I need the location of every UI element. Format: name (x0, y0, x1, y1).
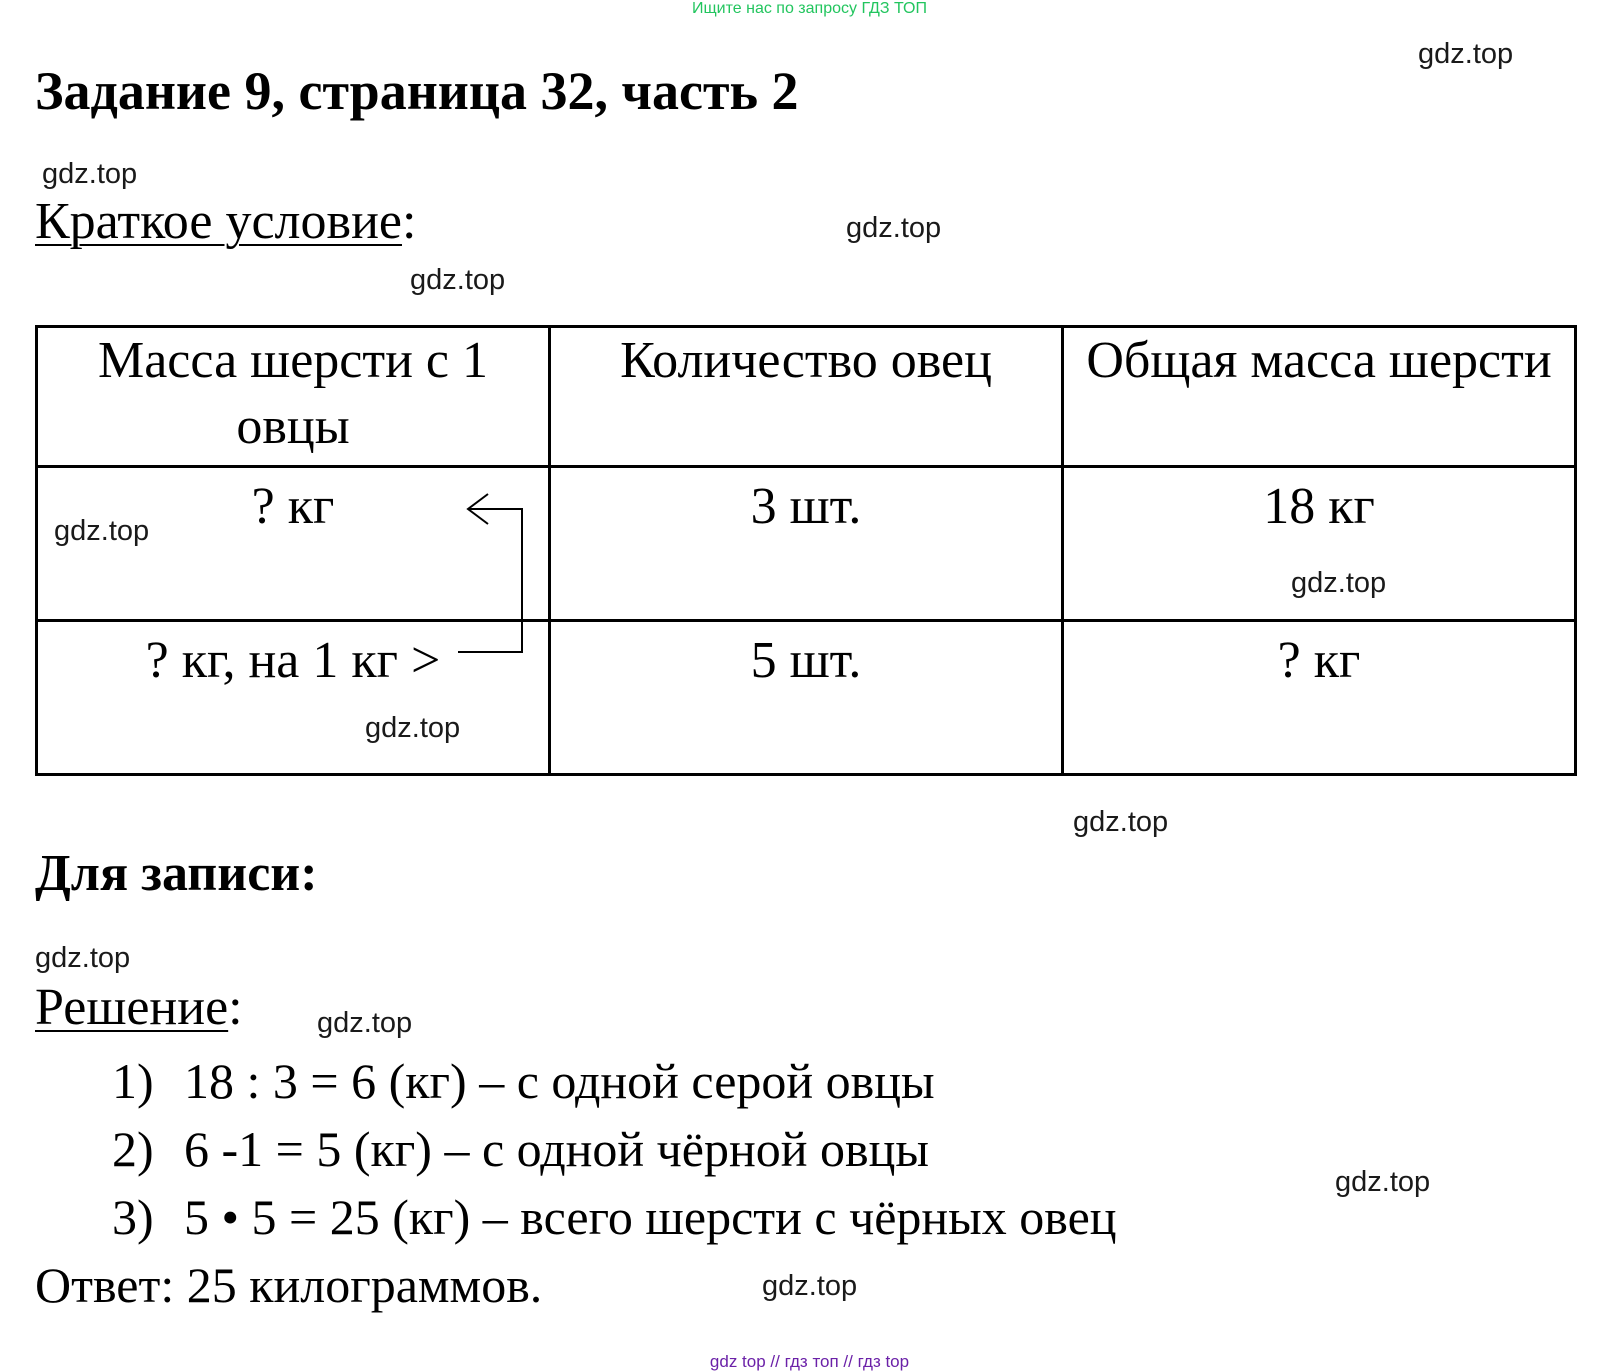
step-number: 3) (112, 1189, 154, 1245)
table-header-cell: Общая масса шерсти (1063, 327, 1576, 467)
table-header-cell: Количество овец (550, 327, 1063, 467)
record-heading: Для записи: (35, 845, 318, 902)
table-cell: 5 шт. (550, 621, 1063, 775)
step-text: 6 -1 = 5 (кг) – с одной чёрной овцы (184, 1121, 929, 1177)
watermark: gdz.top (1291, 567, 1387, 599)
table-header-row (37, 327, 1576, 467)
condition-table (35, 325, 1577, 776)
condition-label: Краткое условие (35, 193, 402, 250)
watermark: gdz.top (35, 942, 131, 974)
watermark: gdz.top (410, 264, 506, 296)
watermark: gdz.top (1335, 1166, 1431, 1198)
table-cell: ? кг (37, 467, 550, 621)
watermark: gdz.top (1073, 806, 1169, 838)
watermark: gdz.top (365, 712, 461, 744)
step-number: 1) (112, 1053, 154, 1109)
condition-colon: : (401, 193, 417, 250)
table-header-cell: Масса шерсти с 1 овцы (37, 327, 550, 467)
table-cell: ? кг, на 1 кг > (37, 621, 550, 775)
table-row (37, 621, 1576, 775)
page-title: Задание 9, страница 32, часть 2 (35, 61, 799, 121)
answer: Ответ: 25 килограммов. (35, 1257, 543, 1313)
table-cell: 3 шт. (550, 467, 1063, 621)
step-text: 18 : 3 = 6 (кг) – с одной серой овцы (184, 1053, 935, 1109)
solution-step (112, 1120, 929, 1178)
watermark: gdz.top (317, 1007, 413, 1039)
step-number: 2) (112, 1121, 154, 1177)
step-text: 5 • 5 = 25 (кг) – всего шерсти с чёрных овец (184, 1189, 1117, 1245)
solution-heading (35, 978, 243, 1037)
solution-step (112, 1052, 935, 1110)
table-cell: ? кг (1063, 621, 1576, 775)
watermark: gdz.top (762, 1270, 858, 1302)
watermark: gdz.top (54, 515, 150, 547)
solution-colon: : (228, 979, 243, 1036)
footer-watermark: gdz top // гдз топ // гдз top (709, 1352, 910, 1371)
watermark: gdz.top (846, 212, 942, 244)
solution-step (112, 1188, 1117, 1246)
watermark: gdz.top (1418, 38, 1514, 70)
solution-label: Решение (35, 979, 229, 1036)
condition-heading (35, 192, 416, 251)
watermark: gdz.top (42, 158, 138, 190)
table-cell: 18 кг (1063, 467, 1576, 621)
top-banner: Ищите нас по запросу ГДЗ ТОП (692, 0, 927, 17)
